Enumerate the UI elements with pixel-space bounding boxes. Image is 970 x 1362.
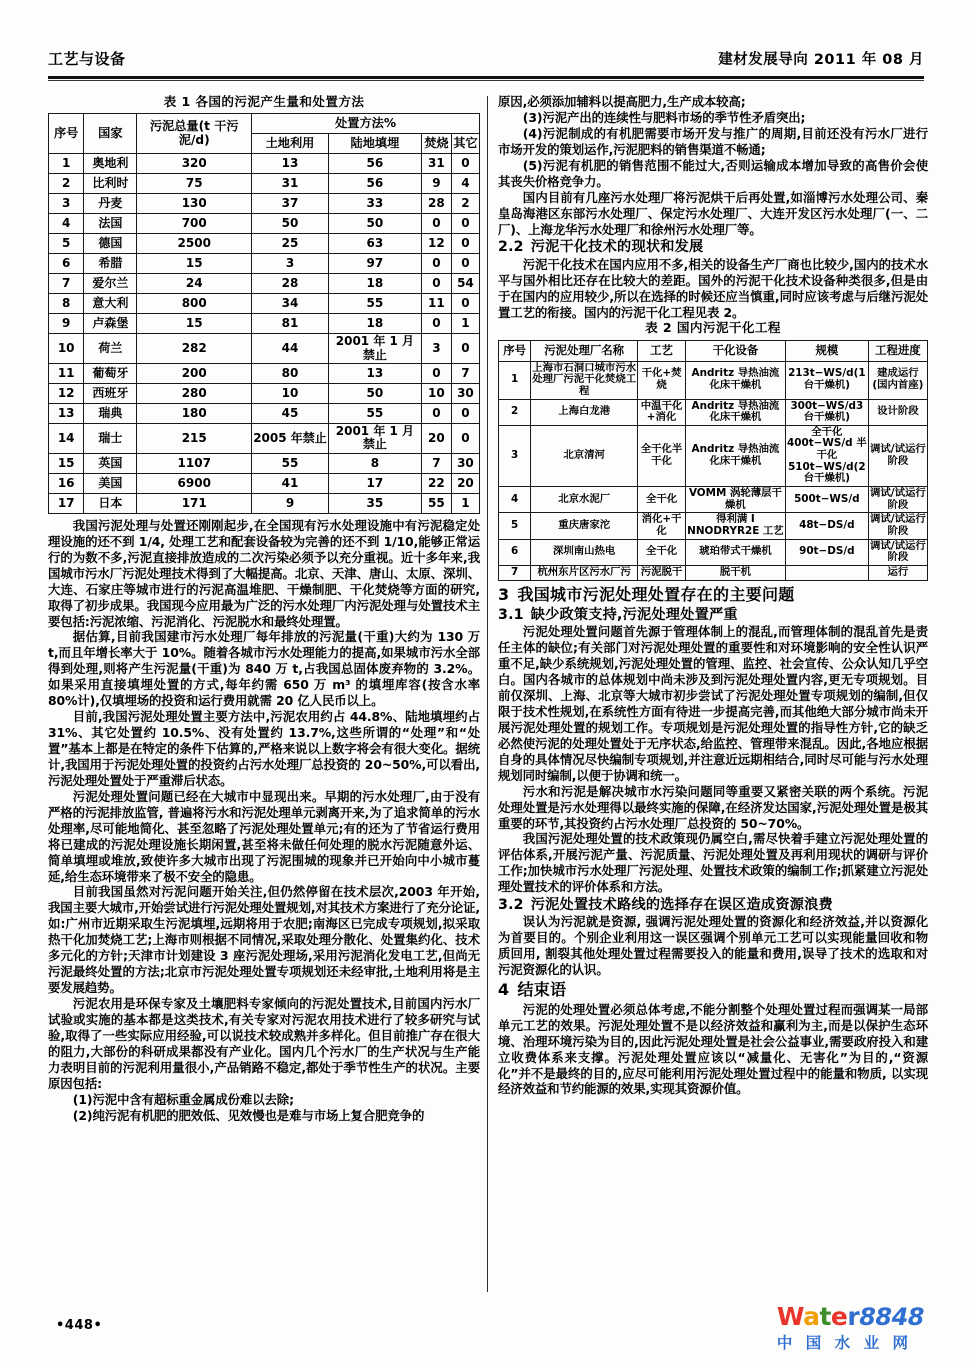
table1-th-landfill: 陆地填埋 — [328, 134, 421, 154]
table-cell: 全干化 — [638, 539, 686, 565]
table-cell: 上海市石洞口城市污水处理厂污泥干化焚烧工程 — [531, 361, 638, 399]
table-cell: 7 — [451, 364, 479, 384]
table-cell: 2 — [451, 194, 479, 214]
table-cell: 运行 — [868, 565, 927, 580]
table2-body — [499, 361, 928, 580]
table-cell: 1 — [499, 361, 531, 399]
table-cell: 7 — [421, 453, 451, 473]
section-number: 3.1 — [498, 607, 524, 624]
table-cell: 17 — [49, 493, 84, 513]
table-cell: 7 — [499, 565, 531, 580]
paragraph: 目前,我国污泥处理处置主要方法中,污泥农用约占 44.8%、陆地填埋约占 31%、其它处置约 10.5%、没有处置约 13.7%,这些所谓的“处理”和“处置”基本上都是在特定的条件下估算的,严格来说以上数字将会有很大变化。据统计,我国用于污泥处理处置的投资约占污水处理厂总投资的 20~50%,可以看出,污泥处理处置处于严重滞后状态。 — [48, 709, 480, 788]
table-cell: 德国 — [84, 234, 137, 254]
table-cell: Andritz 导热油流化床干燥机 — [685, 361, 785, 399]
table-cell: 0 — [451, 294, 479, 314]
table-cell: 55 — [328, 404, 421, 424]
table2-header-row — [499, 340, 928, 361]
table-cell: 全干化 — [638, 487, 686, 513]
table-cell: 171 — [137, 493, 252, 513]
table-row — [49, 493, 480, 513]
table-cell: 全干化半干化 — [638, 425, 686, 486]
table-cell: 28 — [252, 274, 329, 294]
table-cell: 215 — [137, 424, 252, 454]
table-cell: 130 — [137, 194, 252, 214]
table-cell: 0 — [451, 424, 479, 454]
table-row — [49, 334, 480, 364]
table-cell: 12 — [421, 234, 451, 254]
paragraph: 污泥农用是环保专家及土壤肥料专家倾向的污泥处置技术,目前国内污水厂试验或实施的基本都是这类技术,有关专家对污泥农用技术进行了较多研究与试验,取得了一些实际应用经验,可以说技术较成熟并多样化。但目前推广存在很大的阻力,大部份的科研成果都没有产业化。国内几个污水厂的生产状况与生产能力表明目前的污泥利用量很小,产品销路不稳定,都处于季节性生产的状况。主要原因包括: — [48, 996, 480, 1091]
table-cell: 污泥脱干 — [638, 565, 686, 580]
table-cell: 瑞典 — [84, 404, 137, 424]
table-cell: 6 — [499, 539, 531, 565]
table-cell: 0 — [451, 404, 479, 424]
table-cell: 700 — [137, 214, 252, 234]
table-cell: 奥地利 — [84, 154, 137, 174]
table-cell: 0 — [451, 154, 479, 174]
table-row — [499, 565, 928, 580]
logo-letter-e: e — [830, 1302, 848, 1331]
table-cell: 282 — [137, 334, 252, 364]
table-cell: 50 — [328, 214, 421, 234]
table-cell: 深圳南山热电 — [531, 539, 638, 565]
table-cell: 0 — [451, 234, 479, 254]
table-cell: 45 — [252, 404, 329, 424]
table-row — [49, 424, 480, 454]
table-cell: 13 — [252, 154, 329, 174]
table2-block — [498, 320, 928, 580]
left-body-text — [48, 518, 480, 1124]
watermark-logo — [777, 1304, 924, 1353]
table-cell: 北京清河 — [531, 425, 638, 486]
table-cell: 6900 — [137, 473, 252, 493]
table-cell: 9 — [49, 314, 84, 334]
section-heading-4 — [498, 980, 928, 1001]
table-cell: 丹麦 — [84, 194, 137, 214]
table-cell: 10 — [49, 334, 84, 364]
table-cell: 20 — [421, 424, 451, 454]
table-cell: 调试/试运行阶段 — [868, 487, 927, 513]
table-cell: 法国 — [84, 214, 137, 234]
table-row — [49, 384, 480, 404]
table-cell: Andritz 导热油流化床干燥机 — [685, 399, 785, 425]
table-cell: 55 — [328, 294, 421, 314]
table-cell: 2005 年禁止 — [252, 424, 329, 454]
table-cell: 5 — [499, 513, 531, 539]
table-cell: 81 — [252, 314, 329, 334]
table-cell: 杭州东片区污水厂污 — [531, 565, 638, 580]
table-row — [49, 214, 480, 234]
table-cell: 2001 年 1 月禁止 — [328, 334, 421, 364]
table1-caption: 表 1 各国的污泥产生量和处置方法 — [163, 94, 365, 109]
table-cell: 10 — [252, 384, 329, 404]
table2-th-plant: 污泥处理厂名称 — [531, 340, 638, 361]
logo-letter-t: t — [819, 1302, 831, 1331]
table-cell: 葡萄牙 — [84, 364, 137, 384]
table-cell: 320 — [137, 154, 252, 174]
table-cell: 意大利 — [84, 294, 137, 314]
table-row — [49, 154, 480, 174]
table-row — [499, 361, 928, 399]
table-cell: 2500 — [137, 234, 252, 254]
table-cell: 300t−WS/d3 台干燥机) — [785, 399, 868, 425]
table-cell: 22 — [421, 473, 451, 493]
section-heading-3-2 — [498, 896, 928, 914]
table-cell: 30 — [451, 384, 479, 404]
table-cell: 0 — [451, 214, 479, 234]
table-cell: 8 — [49, 294, 84, 314]
page-number: •448• — [56, 1318, 103, 1333]
table2-th-process: 工艺 — [638, 340, 686, 361]
table-cell: 48t−DS/d — [785, 513, 868, 539]
table-cell: 4 — [49, 214, 84, 234]
table-cell: 15 — [49, 453, 84, 473]
table-cell: 280 — [137, 384, 252, 404]
section-title: 我国城市污泥处理处置存在的主要问题 — [517, 584, 795, 604]
table-cell: 1 — [451, 314, 479, 334]
header-rule — [48, 76, 924, 79]
table-cell: 0 — [421, 364, 451, 384]
table-cell: 爱尔兰 — [84, 274, 137, 294]
header-rule-thin — [48, 80, 924, 81]
table-cell: 比利时 — [84, 174, 137, 194]
table1-th-total: 污泥总量(t 干污泥/d) — [137, 114, 252, 154]
table2-th-progress: 工程进度 — [868, 340, 927, 361]
table-cell: 0 — [451, 254, 479, 274]
table-cell: 18 — [328, 274, 421, 294]
table-cell: 11 — [49, 364, 84, 384]
paragraph: 污泥处理处置问题首先源于管理体制上的混乱,而管理体制的混乱首先是责任主体的缺位;有关部门对污泥处理处置的重要性和对环境影响的安全性认识严重不足,缺少系统规划,污泥处理处置的管理、监控、社会宣传、公众认知几乎空白。国内各城市的总体规划中尚未涉及到污泥处理处置内容,更无专项规划。目前仅深圳、上海、北京等大城市初步尝试了污泥处理处置专项规划的编制,但仅限于技术性规划,在系统性方面有待进一步提高完善,而其他绝大部分城市尚未开展污泥处理处置的规划工作。专项规划是污泥处理处置的指导性方针,它的缺乏必然使污泥的处理处置处于无序状态,给监控、管理带来混乱。因此,各地应根据自身的具体情况尽快编制专项规划,并注意近远期相结合,同时尽可能与污水处理规划同时编制,以便于协调和统一。 — [498, 624, 928, 783]
section-heading-3-1 — [498, 606, 928, 624]
table-cell: 34 — [252, 294, 329, 314]
paragraph: 我国污泥处理与处置还刚刚起步,在全国现有污水处理设施中有污泥稳定处理设施的还不到 1/4, 处理工艺和配套设备较为完善的还不到 1/10,能够正常运行的为数不多,污泥直接排放造成的二次污染必须予以充分重视。近十多年来,我国城市污水厂污泥处理技术得到了大幅提高。北京、天津、唐山、太原、深圳、大连、石家庄等城市进行的污泥高温堆肥、干燥制肥、干化焚烧等方面的研究,取得了初步成果。我国现今应用最为广泛的污水处理厂内污泥处理与处置技术主要包括:污泥浓缩、污泥消化、污泥脱水和最终处理置。 — [48, 517, 480, 629]
table-cell: 2 — [49, 174, 84, 194]
table-cell: 建成运行(国内首座) — [868, 361, 927, 399]
table-cell: 4 — [451, 174, 479, 194]
table1-th-incineration: 焚烧 — [421, 134, 451, 154]
table-cell: 50 — [252, 214, 329, 234]
table-cell: 16 — [49, 473, 84, 493]
table-cell: 20 — [451, 473, 479, 493]
table1-th-other: 其它 — [451, 134, 479, 154]
table-cell: 日本 — [84, 493, 137, 513]
table-cell: 14 — [49, 424, 84, 454]
table-row — [49, 364, 480, 384]
table-cell: 25 — [252, 234, 329, 254]
paragraph: 我国污泥处理处置的技术政策现仍属空白,需尽快着手建立污泥处理处置的评估体系,开展污泥产量、污泥质量、污泥处理处置及再利用现状的调研与评价工作;加快城市污水处理厂污泥处理、处置技术政策的编制工作;抓紧建立污泥处理处置技术的评价体系和方法。 — [498, 831, 928, 895]
table-cell: 调试/试运行阶段 — [868, 425, 927, 486]
table-row — [49, 274, 480, 294]
table-cell: 北京水泥厂 — [531, 487, 638, 513]
table-cell: Andritz 导热油流化床干燥机 — [685, 425, 785, 486]
table-cell: 上海白龙港 — [531, 399, 638, 425]
table-cell: 9 — [421, 174, 451, 194]
table-cell: 55 — [421, 493, 451, 513]
table-cell: 中温干化+消化 — [638, 399, 686, 425]
table-cell: 6 — [49, 254, 84, 274]
table-cell: 41 — [252, 473, 329, 493]
table-cell: 西班牙 — [84, 384, 137, 404]
table-row — [49, 453, 480, 473]
table-cell: 2 — [499, 399, 531, 425]
table-cell: 调试/试运行阶段 — [868, 539, 927, 565]
table-cell: 5 — [49, 234, 84, 254]
table1-block — [48, 94, 480, 514]
logo-letter-w: W — [776, 1302, 804, 1331]
table-cell: 44 — [252, 334, 329, 364]
table2-th-scale: 规模 — [785, 340, 868, 361]
paragraph-continuation: 原因,必须添加辅料以提高肥力,生产成本较高; — [498, 94, 746, 109]
paragraph: 污水和污泥是解决城市水污染问题同等重要又紧密关联的两个系统。污泥处理处置是污水处理得以最终实施的保障,在经济发达国家,污泥处理处置是极其重要的环节,其投资约占污水处理厂总投资的 50~70%。 — [498, 783, 928, 831]
table-cell: 1107 — [137, 453, 252, 473]
table-cell: VOMM 涡轮薄层干燥机 — [685, 487, 785, 513]
table-cell: 卢森堡 — [84, 314, 137, 334]
table1-th-method-group: 处置方法% — [252, 114, 480, 134]
left-column — [48, 94, 480, 1124]
table-cell: 180 — [137, 404, 252, 424]
table-cell: 1 — [451, 493, 479, 513]
table-row — [49, 404, 480, 424]
table-cell: 56 — [328, 154, 421, 174]
table-cell: 2001 年 1 月禁止 — [328, 424, 421, 454]
running-head — [48, 48, 924, 69]
table1-header-row-1 — [49, 114, 480, 134]
section-heading-3 — [498, 585, 928, 606]
section-number: 2.2 — [498, 239, 524, 256]
table-cell: 54 — [451, 274, 479, 294]
table-cell: 30 — [451, 453, 479, 473]
table-cell: 7 — [49, 274, 84, 294]
table-row — [49, 194, 480, 214]
list-item: (2)纯污泥有机肥的肥效低、见效慢也是难与市场上复合肥竞争的 — [72, 1107, 425, 1123]
logo-wordmark — [777, 1304, 924, 1329]
table-cell: 消化+干化 — [638, 513, 686, 539]
table-row — [49, 473, 480, 493]
table-cell: 希腊 — [84, 254, 137, 274]
table-cell: 200 — [137, 364, 252, 384]
section-number: 3 — [498, 584, 510, 604]
table-cell: 97 — [328, 254, 421, 274]
table-cell: 4 — [499, 487, 531, 513]
table-cell: 0 — [421, 314, 451, 334]
table-row — [49, 254, 480, 274]
paragraph: 污泥的处理处置必须总体考虑,不能分割整个处理处置过程而强调某一局部单元工艺的效果。污泥处理处置不是以经济效益和赢利为主,而是以保护生态环境、治理环境污染为目的,因此污泥处理处置是社会公益事业,需要政府投入和建立收费体系来支撑。污泥处理处置应该以“减量化、无害化”为目的,“资源化”并不是最终的目的,应尽可能利用污泥处理处置过程中的能量和物质, 以实现经济效益和节约能源的效果,实现其资源价值。 — [498, 1001, 928, 1097]
table-cell: 800 — [137, 294, 252, 314]
table-cell: 13 — [49, 404, 84, 424]
paragraph: 目前我国虽然对污泥问题开始关注,但仍然停留在技术层次,2003 年开始,我国主要大城市,开始尝试进行污泥处理处置规划,对其技术方案进行了充分论证,如:广州市近期采取生污泥填埋,远期将用于农肥;南海区已完成专项规划,拟采取热干化加焚烧工艺;上海市则根据不同情况,采取处理分散化、处置集约化、技术多元化的方针;天津市计划建设 3 座污泥处理场,采用污泥消化发电工艺,但尚无污泥最终处置的方法;北京市污泥处理处置专项规划还未经审批,土地利用将是主要发展趋势。 — [48, 884, 480, 996]
table-cell: 美国 — [84, 473, 137, 493]
table-cell: 500t−WS/d — [785, 487, 868, 513]
table-cell: 28 — [421, 194, 451, 214]
table-cell: 0 — [421, 254, 451, 274]
table-row — [499, 539, 928, 565]
table-cell: 24 — [137, 274, 252, 294]
table-cell: 90t−DS/d — [785, 539, 868, 565]
table-cell: 35 — [328, 493, 421, 513]
table-cell: 12 — [49, 384, 84, 404]
section-number: 4 — [498, 980, 510, 1000]
section-number: 3.2 — [498, 897, 524, 914]
table1-body — [49, 154, 480, 514]
table-cell: 0 — [421, 404, 451, 424]
paragraph: 污泥处理处置问题已经在大城市中显现出来。早期的污水处理厂,由于没有严格的污泥排放监管, 普遍将污水和污泥处理单元剥离开来,为了追求简单的污水处理率,尽可能地简化、甚至忽略了污泥处理处置单元;有的还为了节省运行费用将已建成的污泥处理设施长期闲置,甚至将未做任何处理的脱水污泥随意外运、简单填埋或堆放,致使许多大城市出现了污泥围城的现象并已开始向中小城市蔓延,给生态环境带来了极不安全的隐患。 — [48, 788, 480, 884]
table-cell: 脱干机 — [685, 565, 785, 580]
table-cell: 33 — [328, 194, 421, 214]
table-cell: 10 — [421, 384, 451, 404]
logo-letter-a: a — [803, 1302, 820, 1331]
logo-subtitle: 中 国 水 业 网 — [776, 1334, 912, 1352]
table1 — [48, 113, 480, 514]
table-cell: 瑞士 — [84, 424, 137, 454]
logo-number: 8848 — [859, 1303, 924, 1331]
table-cell: 55 — [252, 453, 329, 473]
table-cell: 56 — [328, 174, 421, 194]
table-row — [499, 487, 928, 513]
table-cell: 3 — [252, 254, 329, 274]
table-cell: 13 — [328, 364, 421, 384]
table-row — [499, 513, 928, 539]
table-cell: 3 — [421, 334, 451, 364]
table-cell: 琥珀带式干燥机 — [685, 539, 785, 565]
table-cell: 31 — [421, 154, 451, 174]
table-cell: 18 — [328, 314, 421, 334]
table-cell: 0 — [421, 214, 451, 234]
table-cell: 17 — [328, 473, 421, 493]
table1-th-seq: 序号 — [49, 114, 84, 154]
table-cell: 设计阶段 — [868, 399, 927, 425]
running-head-right: 建材发展导向 2011 年 08 月 — [718, 52, 924, 68]
paragraph: 国内目前有几座污水处理厂将污泥烘干后再处置,如淄博污水处理公司、秦皇岛海港区东部污水处理厂、保定污水处理厂、大连开发区污水处理厂(一、二厂)、上海龙华污水处理厂和徐州污水处理厂等。 — [498, 189, 928, 237]
table-cell: 0 — [451, 334, 479, 364]
table-cell: 31 — [252, 174, 329, 194]
list-item: (3)污泥产出的连续性与肥料市场的季节性矛盾突出; — [522, 109, 806, 125]
table-cell: 全干化 400t−WS/d 半干化 510t−WS/d(2 台干燥机) — [785, 425, 868, 486]
table-cell: 213t−WS/d(1 台干燥机) — [785, 361, 868, 399]
table-cell: 1 — [49, 154, 84, 174]
table-row — [499, 425, 928, 486]
table-row — [49, 294, 480, 314]
table-row — [49, 174, 480, 194]
table-cell: 干化+焚烧 — [638, 361, 686, 399]
table-row — [49, 234, 480, 254]
table-cell — [785, 565, 868, 580]
section-heading-2-2 — [498, 238, 928, 256]
table-cell: 得利满 I NNODRYR2E 工艺 — [685, 513, 785, 539]
paragraph: 污泥干化技术在国内应用不多,相关的设备生产厂商也比较少,国内的技术水平与国外相比还存在比较大的差距。国外的污泥干化技术设备种类很多,但是由于在国内的应用较少,所以在选择的时候还应当慎重,同时应该考虑与后继污泥处置工艺的衔接。国内的污泥干化工程见表 2。 — [498, 256, 928, 320]
table-cell: 8 — [328, 453, 421, 473]
table-cell: 英国 — [84, 453, 137, 473]
table-row — [499, 399, 928, 425]
table-cell: 15 — [137, 254, 252, 274]
table-cell: 3 — [49, 194, 84, 214]
table-cell: 3 — [499, 425, 531, 486]
table-cell: 11 — [421, 294, 451, 314]
table-cell: 荷兰 — [84, 334, 137, 364]
table2-th-equipment: 干化设备 — [685, 340, 785, 361]
section-title: 结束语 — [517, 980, 567, 1000]
section-title: 缺少政策支持,污泥处理处置严重 — [530, 607, 738, 624]
section-title: 污泥干化技术的现状和发展 — [530, 239, 704, 256]
running-head-left: 工艺与设备 — [48, 50, 126, 68]
table-cell: 15 — [137, 314, 252, 334]
table-cell: 50 — [328, 384, 421, 404]
table2-th-seq: 序号 — [499, 340, 531, 361]
table-cell: 75 — [137, 174, 252, 194]
list-item: (1)污泥中含有超标重金属成份难以去除; — [72, 1091, 294, 1107]
paragraph: 据估算,目前我国建市污水处理厂每年排放的污泥量(干重)大约为 130 万 t,而且年增长率大于 10%。随着各城市污水处理能力的提高,如果城市污水全部得到处理,则将产生污泥量(干重)为 840 万 t,占我国总固体废弃物的 3.2%。如果采用直接填埋处置的方式,每年约需 650 万 m³ 的填埋库容(按含水率 80%计),仅填埋场的投资和运行费用就需 20 亿人民币以上。 — [48, 629, 480, 709]
table-cell: 80 — [252, 364, 329, 384]
table-cell: 调试/试运行阶段 — [868, 513, 927, 539]
table-cell: 63 — [328, 234, 421, 254]
table-row — [49, 314, 480, 334]
column-divider — [487, 96, 488, 1292]
logo-letter-r: r — [847, 1302, 860, 1331]
list-item: (4)污泥制成的有机肥需要市场开发与推广的周期,目前还没有污水厂进行市场开发的策划运作,污泥肥料的销售渠道不畅通; — [498, 125, 928, 157]
list-item: (5)污泥有机肥的销售范围不能过大,否则运输成本增加导致的高售价会使其丧失价格竞争力。 — [498, 157, 928, 189]
table-cell: 重庆唐家沱 — [531, 513, 638, 539]
paragraph: 误认为污泥就是资源, 强调污泥处理处置的资源化和经济效益,并以资源化为首要目的。个别企业利用这一误区强调个别单元工艺可以实现能量回收和物质回用, 割裂其他处理处置过程需要投入的能量和费用,误导了技术的选取和对污泥资源化的认识。 — [498, 914, 928, 978]
table2-caption: 表 2 国内污泥干化工程 — [645, 320, 781, 336]
table-cell: 0 — [421, 274, 451, 294]
table-cell: 37 — [252, 194, 329, 214]
table1-th-country: 国家 — [84, 114, 137, 154]
table2 — [498, 340, 928, 581]
right-column — [498, 94, 928, 1097]
table1-th-land-use: 土地利用 — [252, 134, 329, 154]
section-title: 污泥处置技术路线的选择存在误区造成资源浪费 — [530, 897, 833, 914]
table-cell: 9 — [252, 493, 329, 513]
